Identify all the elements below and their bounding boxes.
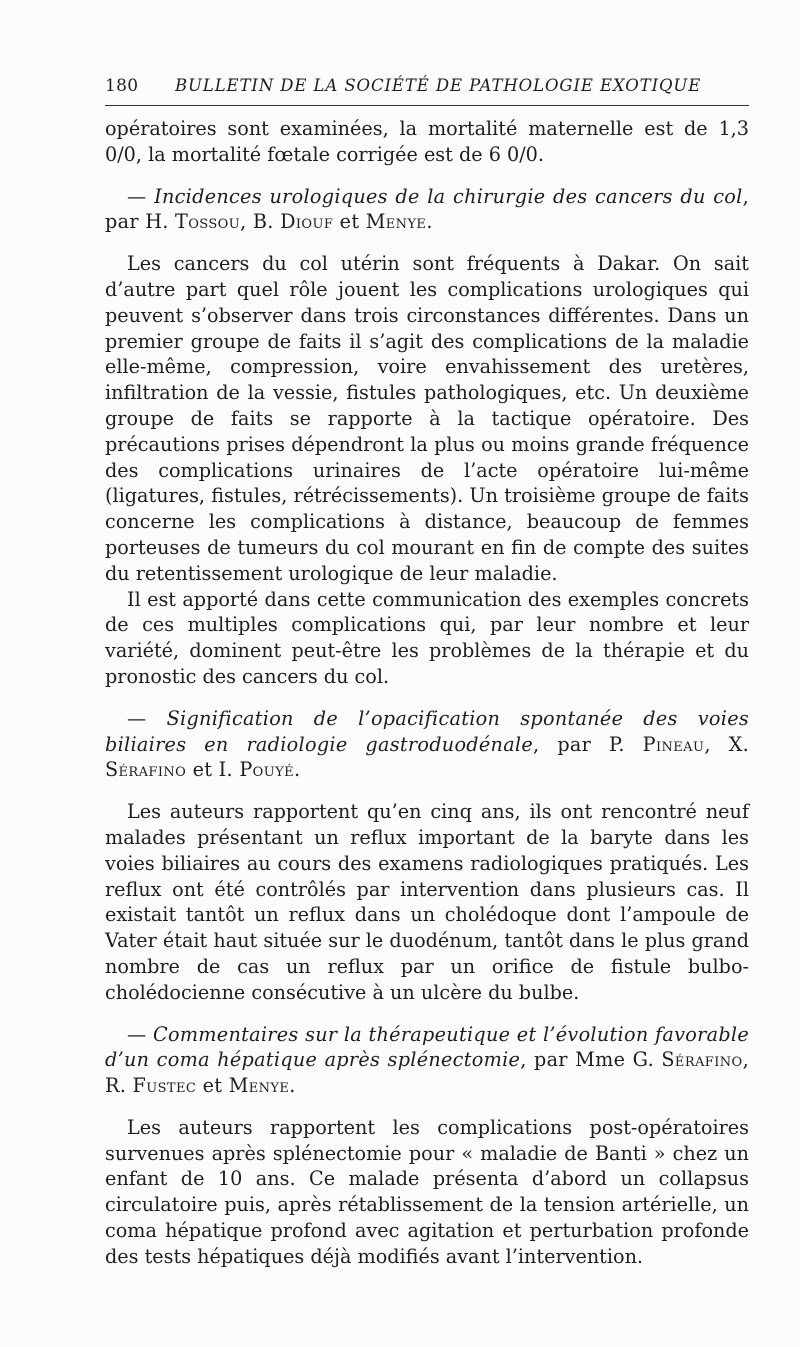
article-3 [105, 1022, 749, 1270]
article-3-title: Commentaires sur la thérapeutique et l’évolution favorable d’un coma hépatique après splénectomie [105, 1022, 749, 1072]
intro-paragraph: opératoires sont examinées, la mortalité maternelle est de 1,3 0/0, la mortalité fœtale corrigée est de 6 0/0. [105, 117, 749, 166]
article-2-by: par P. [557, 732, 625, 756]
article-3-end: . [289, 1074, 296, 1098]
article-2-heading: — Signification de l’opacification spontanée des voies biliaires en radiologie gastroduodénale, par P. Pineau, X. Sérafino et I. Pouyé. [105, 706, 750, 782]
article-1-end: . [426, 210, 433, 234]
article-2-author-2: Sérafino [105, 758, 187, 782]
article-3-paragraph-1: Les auteurs rapportent les complications post-opératoires survenues après splénectomie pour « maladie de Banti » chez un enfant de 10 ans. Ce malade présenta d’abord un collapsus circulatoire puis, après rétablissement de la tension artérielle, un coma hépatique profond avec agitation et perturbation profonde des tests hépatiques déjà modifiés avant l’intervention. [105, 1115, 749, 1268]
header-rule [105, 105, 749, 106]
page-body [105, 116, 749, 1270]
article-2-author-3-sep: et I. [186, 758, 240, 782]
article-2-title: Signification de l’opacification spontanée des voies biliaires en radiologie gastroduodénale [105, 706, 750, 756]
article-3-author-3: Menye [228, 1074, 290, 1098]
running-title: BULLETIN DE LA SOCIÉTÉ DE PATHOLOGIE EXOTIQUE [175, 76, 702, 95]
article-3-author-2: Fustec [132, 1074, 197, 1098]
page-number: 180 [105, 76, 139, 96]
article-1 [105, 184, 749, 690]
article-1-paragraph-1: Les cancers du col utérin sont fréquents à Dakar. On sait d’autre part quel rôle jouent les complications urologiques qui peuvent s’observer dans trois circonstances différentes. Dans un premier groupe de faits il s’agit des complications de la maladie elle-même, compression, voire envahissement des uretères, infiltration de la vessie, fistules pathologiques, etc. Un deuxième groupe de faits se rapporte à la tactique opératoire. Des précautions prises dépendront la plus ou moins grande fréquence des complications urinaires de l’acte opératoire lui-même (ligatures, fistules, rétrécissements). Un troisième groupe de faits concerne les complications à distance, beaucoup de femmes porteuses de tumeurs du col mourant en fin de compte des suites du retentissement urologique de leur maladie. [105, 252, 749, 585]
article-1-by: par H. [105, 210, 169, 234]
article-1-author-2-sep: , B. [240, 210, 281, 234]
article-1-paragraph-2: Il est apporté dans cette communication des exemples concrets de ces multiples complications qui, par leur nombre et leur variété, dominent peut-être les problèmes de la thérapie et du pronostic des cancers du col. [105, 587, 749, 688]
article-3-author-1: Sérafino [661, 1048, 743, 1072]
article-1-author-3: Menye [365, 210, 427, 234]
article-2-end: . [293, 758, 301, 782]
article-2-paragraph-1: Les auteurs rapportent qu’en cinq ans, ils ont rencontré neuf malades présentant un reflux important de la baryte dans les voies biliaires au cours des examens radiologiques pratiqués. Les reflux ont été contrôlés par intervention dans plusieurs cas. Il existait tantôt un reflux dans un cholédoque dont l’ampoule de Vater était haut située sur le duodénum, tantôt dans le plus grand nombre de cas un reflux par un orifice de fistule bulbo-cholédocienne consécutive à un ulcère du bulbe. [105, 800, 749, 1004]
article-2-author-1: Pineau [642, 732, 705, 756]
article-2-author-3: Pouyé [239, 758, 294, 782]
article-1-title: Incidences urologiques de la chirurgie des cancers du col [154, 184, 743, 208]
page-header [105, 74, 749, 102]
article-3-heading: — Commentaires sur la thérapeutique et l’évolution favorable d’un coma hépatique après splénectomie, par Mme G. Sérafino, R. Fustec et Menye. [105, 1022, 749, 1098]
article-1-author-2: Diouf [280, 210, 334, 234]
article-1-heading: — Incidences urologiques de la chirurgie des cancers du col, par H. Tossou, B. Diouf et Menye. [105, 184, 749, 234]
article-2 [105, 706, 749, 1006]
article-3-by: par Mme G. [533, 1048, 654, 1072]
article-1-author-1: Tossou [175, 210, 241, 234]
article-3-author-3-sep: et [196, 1074, 229, 1098]
article-1-author-3-sep: et [333, 210, 366, 234]
article-3-author-2-sep: , R. [105, 1048, 749, 1098]
article-2-author-2-sep: , X. [704, 732, 749, 756]
